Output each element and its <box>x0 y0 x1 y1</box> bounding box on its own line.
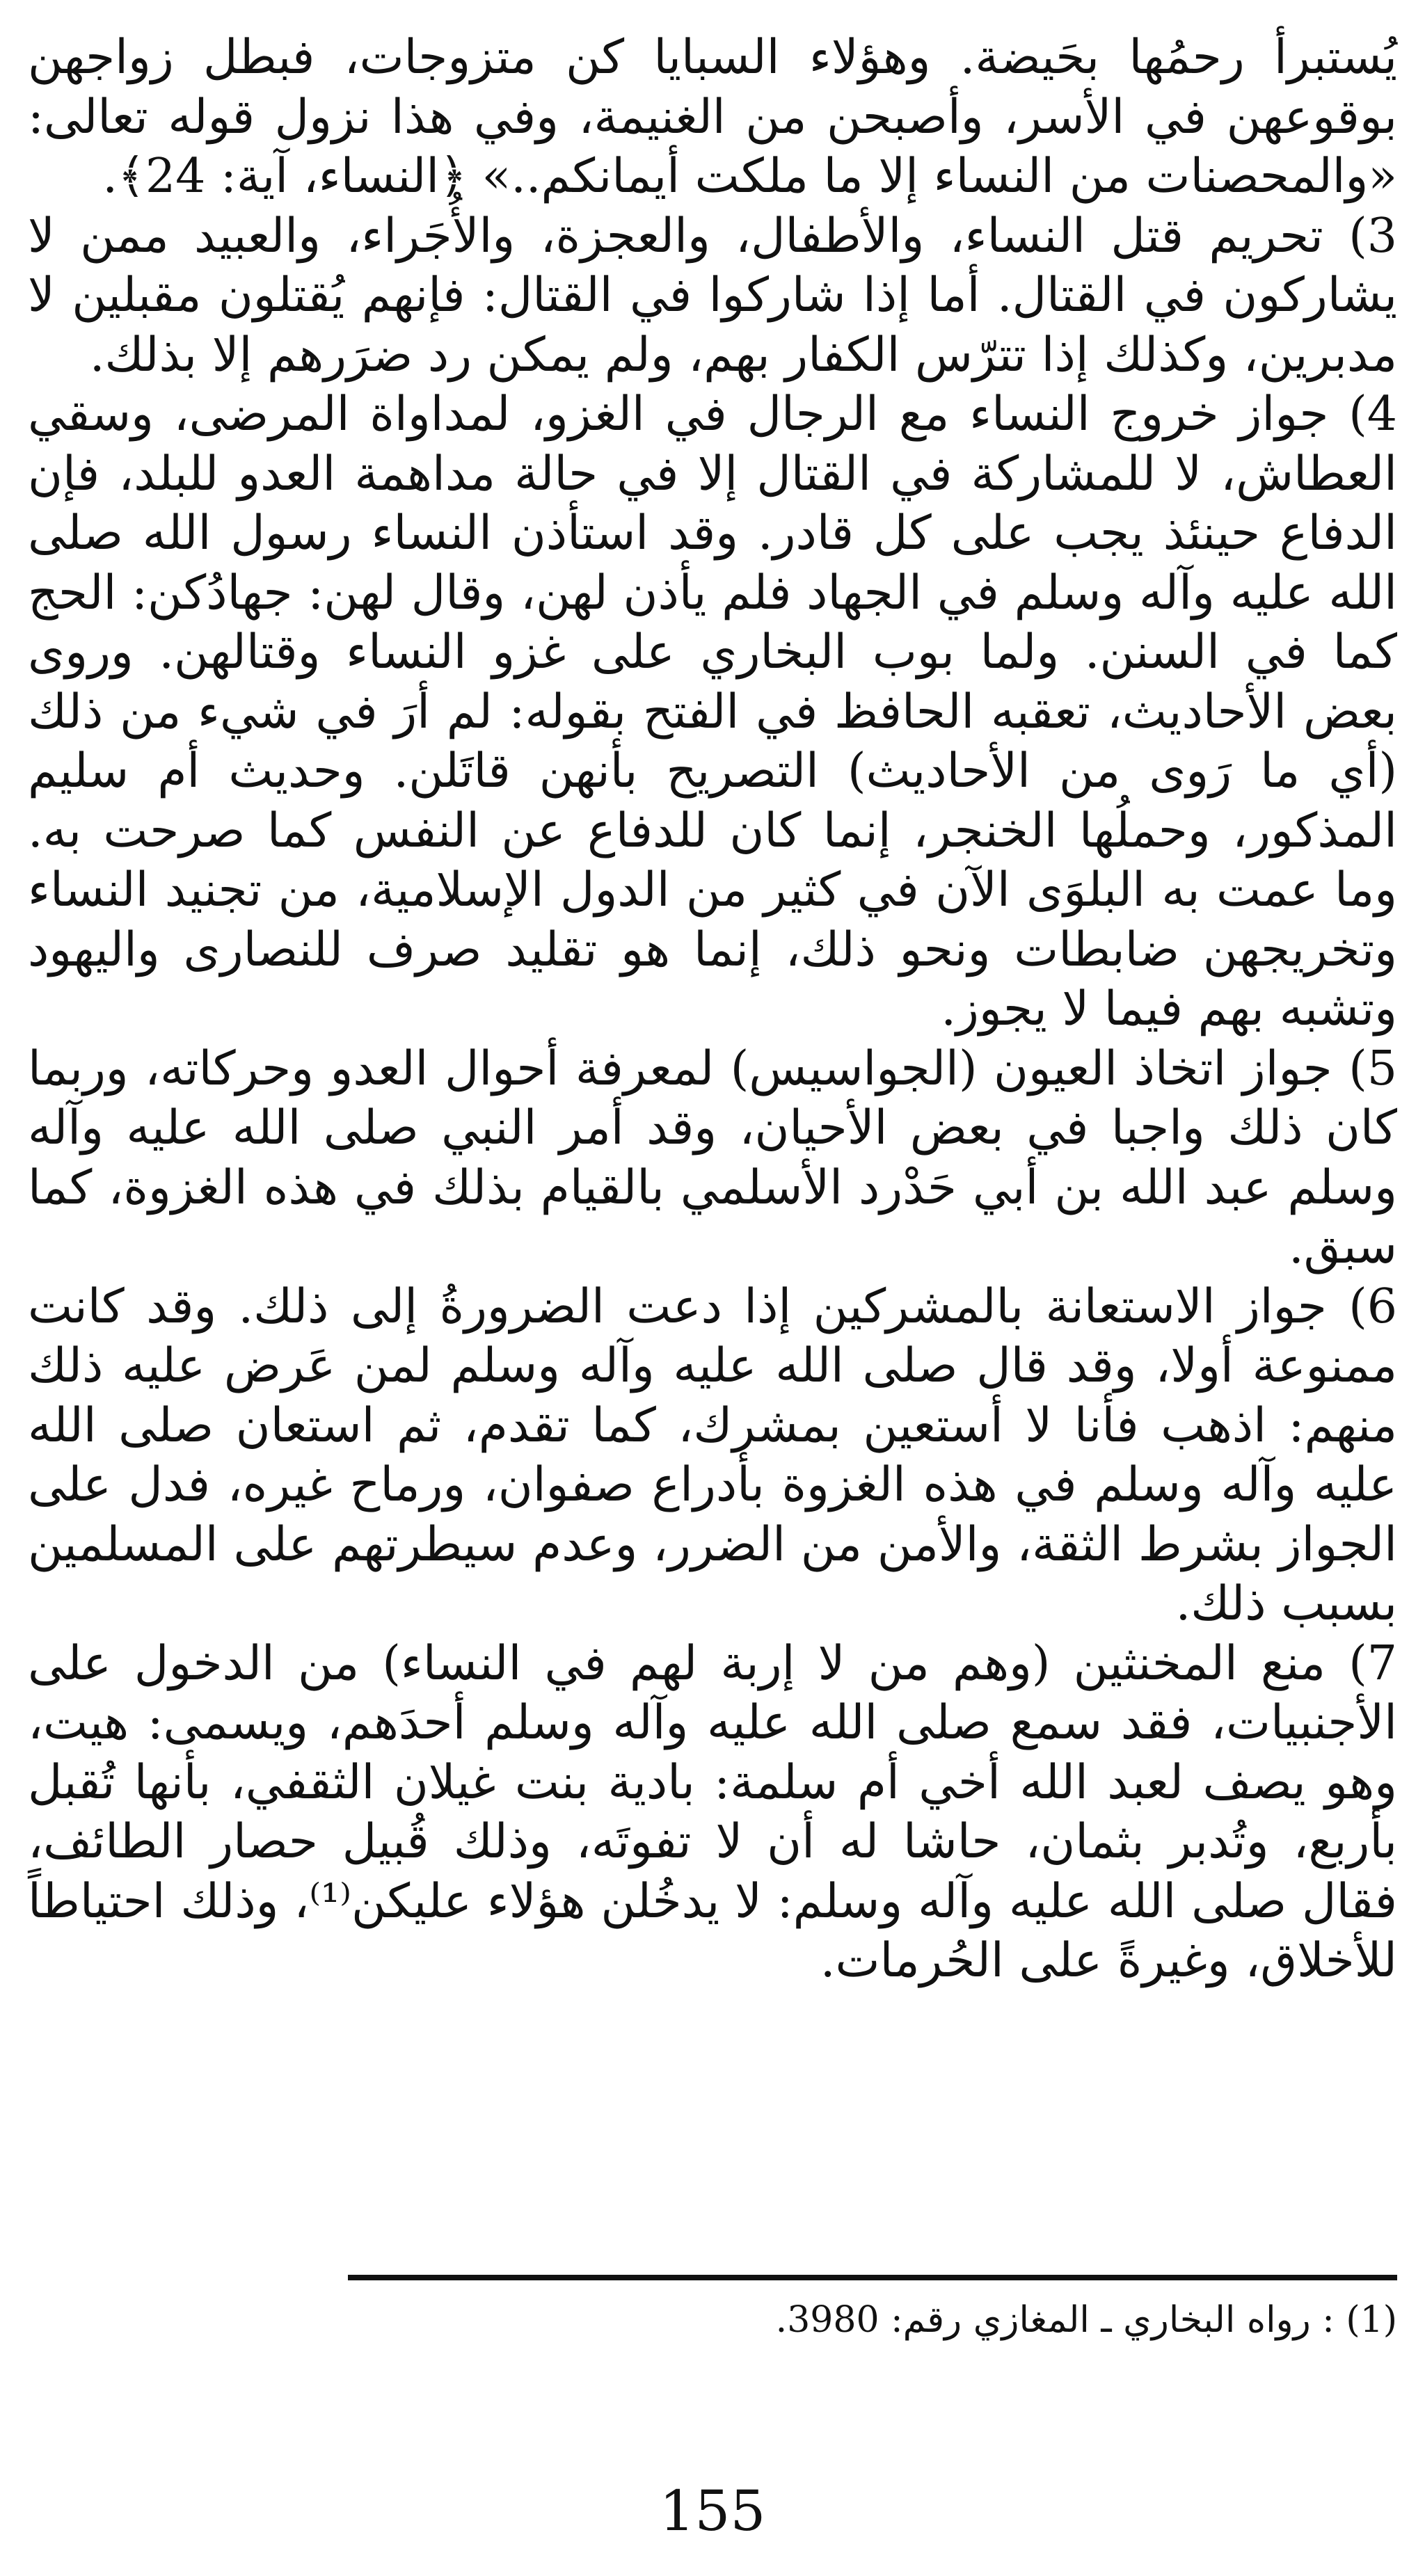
paragraph-item-5: 5) جواز اتخاذ العيون (الجواسيس) لمعرفة أحوال العدو وحركاته، وربما كان ذلك واجبا في بعض الأحيان، وقد أمر النبي صلى الله عليه وآله وسلم عبد الله بن أبي حَدْرد الأسلمي بالقيام بذلك في هذه الغزوة، كما سبق. <box>28 1041 1397 1274</box>
main-text <box>28 28 1397 1991</box>
footnote: (1) : رواه البخاري ـ المغازي رقم: 3980. <box>775 2299 1397 2341</box>
page-number: 155 <box>659 2479 766 2543</box>
paragraph-item-4: 4) جواز خروج النساء مع الرجال في الغزو، لمداواة المرضى، وسقي العطاش، لا للمشاركة في القتال إلا في حالة مداهمة العدو للبلد، فإن الدفاع حينئذ يجب على كل قادر. وقد استأذن النساء رسول الله صلى الله عليه وآله وسلم في الجهاد فلم يأذن لهن، وقال لهن: جهادُكن: الحج كما في السنن. ولما بوب البخاري على غزو النساء وقتالهن. وروى بعض الأحاديث، تعقبه الحافظ في الفتح بقوله: لم أرَ في شيء من ذلك (أي ما رَوى من الأحاديث) التصريح بأنهن قاتَلن. وحديث أم سليم المذكور، وحملُها الخنجر، إنما كان للدفاع عن النفس كما صرحت به. وما عمت به البلوَى الآن في كثير من الدول الإسلامية، من تجنيد النساء وتخريجهن ضابطات ونحو ذلك، إنما هو تقليد صرف للنصارى واليهود وتشبه بهم فيما لا يجوز. <box>28 387 1397 1037</box>
paragraph-sabaya: يُستبرأ رحمُها بحَيضة. وهؤلاء السبايا كن متزوجات، فبطل زواجهن بوقوعهن في الأسر، وأصبحن من الغنيمة، وفي هذا نزول قوله تعالى: «والمحصنات من النساء إلا ما ملكت أيمانكم..» ﴿النساء، آية: 24﴾. <box>28 30 1397 204</box>
footnote-separator <box>348 2275 1397 2280</box>
paragraph-item-6: 6) جواز الاستعانة بالمشركين إذا دعت الضرورةُ إلى ذلك. وقد كانت ممنوعة أولا، وقد قال صلى الله عليه وآله وسلم لمن عَرض عليه ذلك منهم: اذهب فأنا لا أستعين بمشرك، كما تقدم، ثم استعان صلى الله عليه وآله وسلم في هذه الغزوة بأدراع صفوان، ورماح غيره، فدل على الجواز بشرط الثقة، والأمن من الضرر، وعدم سيطرتهم على المسلمين بسبب ذلك. <box>28 1279 1397 1631</box>
paragraph-item-7: 7) منع المخنثين (وهم من لا إربة لهم في النساء) من الدخول على الأجنبيات، فقد سمع صلى الله عليه وآله وسلم أحدَهم، ويسمى: هيت، وهو يصف لعبد الله أخي أم سلمة: بادية بنت غيلان الثقفي، بأنها تُقبل بأربع، وتُدبر بثمان، حاشا له أن لا تفوتَه، وذلك قُبيل حصار الطائف، فقال صلى الله عليه وآله وسلم: لا يدخُلن هؤلاء عليكن⁽¹⁾، وذلك احتياطاً للأخلاق، وغيرةً على الحُرمات. <box>28 1635 1397 1988</box>
paragraph-item-3: 3) تحريم قتل النساء، والأطفال، والعجزة، والأُجَراء، والعبيد ممن لا يشاركون في القتال. أما إذا شاركوا في القتال: فإنهم يُقتلون مقبلين لا مدبرين، وكذلك إذا تترّس الكفار بهم، ولم يمكن رد ضرَرهم إلا بذلك. <box>28 208 1398 383</box>
